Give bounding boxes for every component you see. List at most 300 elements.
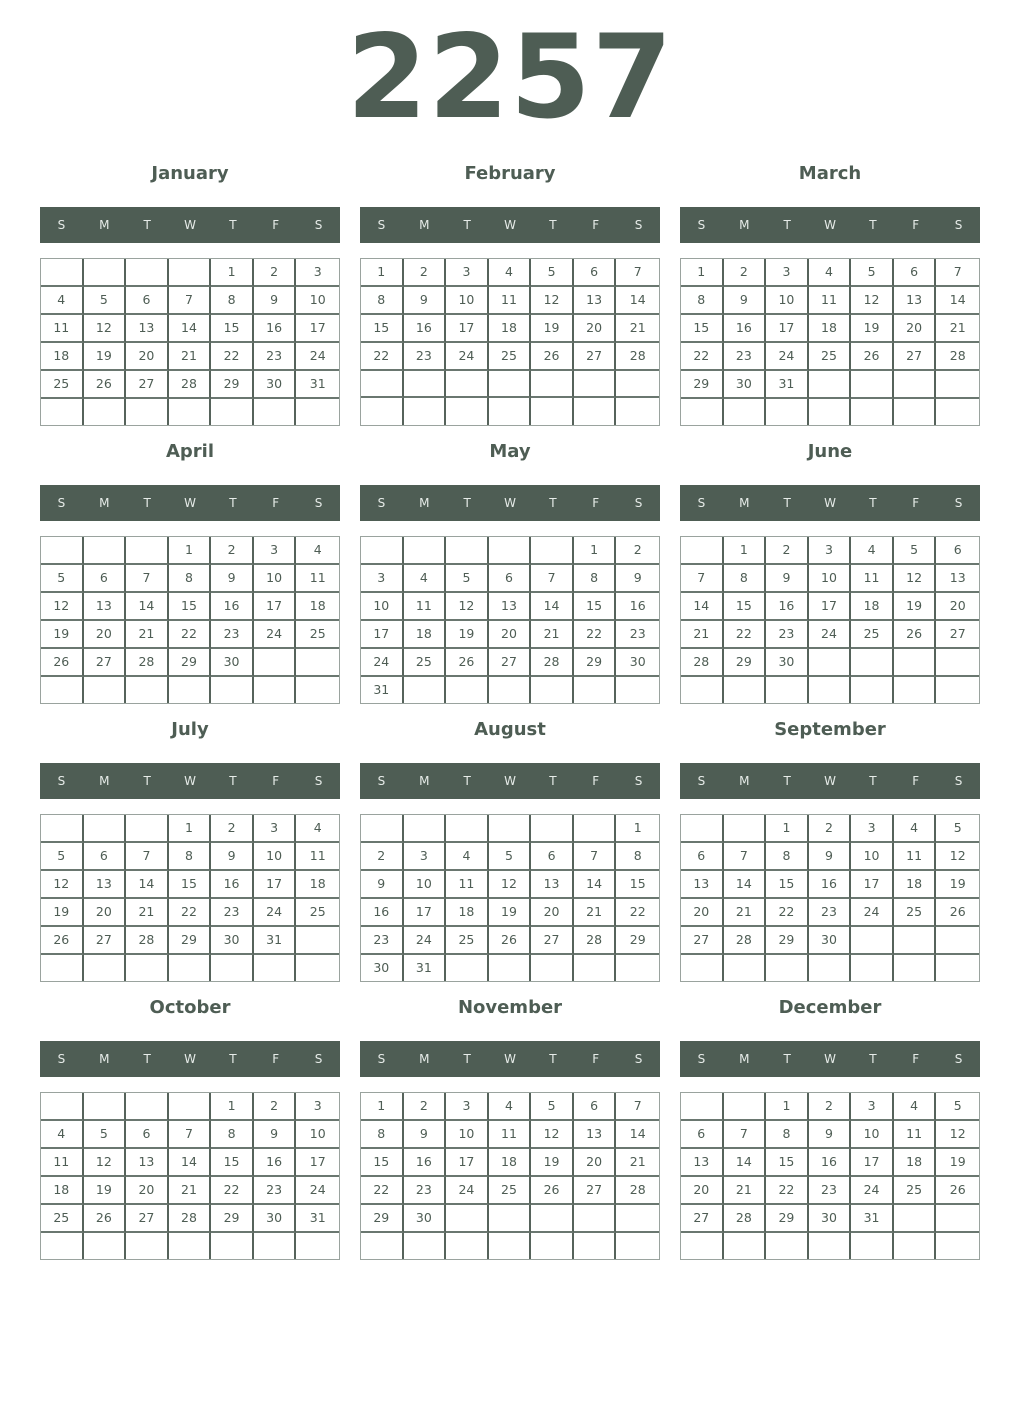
empty-cell [531,398,574,425]
empty-cell [446,955,489,981]
weekday-label: W [184,774,196,788]
weekday-header [680,207,980,243]
day-cell: 17 [296,315,339,343]
day-cell: 12 [41,871,84,899]
day-cell: 11 [404,593,447,621]
weekday-header [40,763,340,799]
day-cell: 13 [681,1149,724,1177]
empty-cell [724,815,767,843]
day-cell: 5 [531,259,574,287]
weekday-label: F [592,774,600,788]
weekday-label: T [549,218,557,232]
empty-cell [446,398,489,425]
day-cell: 8 [211,287,254,315]
weekday-header [680,763,980,799]
empty-cell [894,677,937,703]
month-title: January [151,163,229,184]
day-cell: 22 [169,899,212,927]
empty-cell [574,1233,617,1259]
day-cell: 13 [126,1149,169,1177]
day-cell: 10 [851,1121,894,1149]
day-cell: 11 [446,871,489,899]
empty-cell [296,649,339,677]
empty-cell [254,677,297,703]
day-cell: 18 [41,1177,84,1205]
day-cell: 5 [446,565,489,593]
day-cell: 6 [531,843,574,871]
empty-cell [41,259,84,287]
day-cell: 17 [446,1149,489,1177]
day-grid [360,258,660,426]
empty-cell [894,399,937,425]
empty-cell [126,815,169,843]
day-cell: 25 [41,371,84,399]
month-title: December [778,997,882,1018]
day-cell: 2 [211,815,254,843]
day-cell: 20 [84,621,127,649]
empty-cell [126,677,169,703]
month-title: May [489,441,531,462]
day-cell: 14 [681,593,724,621]
day-cell: 20 [126,1177,169,1205]
weekday-label: W [504,218,516,232]
day-cell: 27 [894,343,937,371]
day-cell: 25 [894,899,937,927]
day-cell: 8 [616,843,659,871]
weekday-label: T [549,496,557,510]
empty-cell [84,677,127,703]
empty-cell [574,677,617,703]
day-cell: 2 [404,1093,447,1121]
day-cell: 16 [616,593,659,621]
empty-cell [84,537,127,565]
day-cell: 3 [296,259,339,287]
day-grid [680,1092,980,1260]
empty-cell [169,955,212,981]
empty-cell [531,1205,574,1233]
empty-cell [404,815,447,843]
day-cell: 19 [41,621,84,649]
day-cell: 24 [296,343,339,371]
day-cell: 25 [296,899,339,927]
day-cell: 29 [169,649,212,677]
day-cell: 28 [169,1205,212,1233]
weekday-label: F [272,496,280,510]
day-cell: 3 [254,537,297,565]
weekday-label: T [143,218,151,232]
day-cell: 7 [681,565,724,593]
weekday-label: T [143,774,151,788]
day-cell: 30 [809,927,852,955]
day-cell: 23 [766,621,809,649]
day-cell: 5 [936,1093,979,1121]
day-cell: 19 [41,899,84,927]
day-cell: 1 [361,1093,404,1121]
empty-cell [681,537,724,565]
empty-cell [766,399,809,425]
day-cell: 29 [361,1205,404,1233]
day-cell: 27 [84,927,127,955]
day-cell: 28 [531,649,574,677]
weekday-label: M [739,774,750,788]
day-cell: 27 [574,1177,617,1205]
weekday-label: W [184,218,196,232]
day-cell: 17 [361,621,404,649]
day-cell: 25 [894,1177,937,1205]
weekday-header [40,485,340,521]
day-cell: 18 [41,343,84,371]
weekday-label: S [314,496,323,510]
day-cell: 6 [574,1093,617,1121]
weekday-label: W [184,496,196,510]
empty-cell [211,677,254,703]
empty-cell [936,1233,979,1259]
day-cell: 10 [296,1121,339,1149]
day-cell: 12 [531,287,574,315]
weekday-label: S [57,496,66,510]
day-cell: 19 [936,871,979,899]
day-cell: 20 [84,899,127,927]
weekday-header [40,207,340,243]
day-cell: 1 [211,259,254,287]
day-cell: 5 [894,537,937,565]
weekday-label: S [377,496,386,510]
day-cell: 16 [254,315,297,343]
day-cell: 3 [851,1093,894,1121]
day-cell: 29 [724,649,767,677]
weekday-label: T [229,496,237,510]
day-cell: 12 [936,843,979,871]
day-cell: 10 [809,565,852,593]
weekday-label: S [634,1052,643,1066]
day-cell: 19 [446,621,489,649]
empty-cell [296,927,339,955]
day-cell: 30 [809,1205,852,1233]
day-cell: 22 [574,621,617,649]
day-cell: 7 [724,1121,767,1149]
empty-cell [851,955,894,981]
weekday-label: S [377,218,386,232]
day-cell: 15 [211,315,254,343]
empty-cell [211,1233,254,1259]
weekday-label: F [912,1052,920,1066]
day-cell: 8 [169,843,212,871]
empty-cell [809,1233,852,1259]
day-cell: 23 [809,1177,852,1205]
day-cell: 13 [126,315,169,343]
day-cell: 1 [616,815,659,843]
day-cell: 20 [936,593,979,621]
day-cell: 25 [489,1177,532,1205]
day-cell: 21 [616,1149,659,1177]
day-cell: 30 [361,955,404,981]
empty-cell [531,815,574,843]
empty-cell [681,1233,724,1259]
day-cell: 22 [766,1177,809,1205]
empty-cell [681,1093,724,1121]
day-grid [40,814,340,982]
day-cell: 21 [574,899,617,927]
day-cell: 14 [574,871,617,899]
day-cell: 26 [851,343,894,371]
empty-cell [446,371,489,398]
weekday-label: S [377,1052,386,1066]
day-cell: 8 [574,565,617,593]
day-cell: 4 [404,565,447,593]
day-cell: 27 [126,371,169,399]
day-cell: 31 [296,1205,339,1233]
day-cell: 9 [211,843,254,871]
day-grid [680,814,980,982]
day-cell: 23 [404,343,447,371]
day-cell: 10 [851,843,894,871]
empty-cell [361,398,404,425]
day-cell: 8 [361,287,404,315]
day-cell: 6 [936,537,979,565]
weekday-header [40,1041,340,1077]
weekday-label: T [229,1052,237,1066]
day-cell: 30 [766,649,809,677]
day-cell: 6 [574,259,617,287]
day-cell: 9 [766,565,809,593]
day-cell: 9 [809,1121,852,1149]
day-cell: 19 [489,899,532,927]
weekday-label: M [739,218,750,232]
day-cell: 4 [296,815,339,843]
empty-cell [851,649,894,677]
day-cell: 2 [766,537,809,565]
weekday-label: M [419,1052,430,1066]
empty-cell [724,399,767,425]
day-cell: 15 [616,871,659,899]
day-cell: 29 [766,927,809,955]
weekday-label: T [869,496,877,510]
day-cell: 15 [169,871,212,899]
day-cell: 18 [404,621,447,649]
day-cell: 13 [894,287,937,315]
day-cell: 21 [681,621,724,649]
day-cell: 4 [489,1093,532,1121]
day-cell: 23 [404,1177,447,1205]
empty-cell [531,1233,574,1259]
day-cell: 1 [361,259,404,287]
weekday-label: S [954,1052,963,1066]
empty-cell [446,537,489,565]
day-cell: 25 [446,927,489,955]
day-cell: 18 [296,593,339,621]
day-cell: 18 [809,315,852,343]
day-cell: 23 [254,1177,297,1205]
day-cell: 20 [126,343,169,371]
day-cell: 29 [616,927,659,955]
empty-cell [574,815,617,843]
day-cell: 31 [254,927,297,955]
weekday-label: W [504,1052,516,1066]
day-cell: 26 [936,1177,979,1205]
empty-cell [894,955,937,981]
empty-cell [404,371,447,398]
day-cell: 13 [84,593,127,621]
day-cell: 6 [489,565,532,593]
day-cell: 21 [724,1177,767,1205]
day-cell: 21 [169,343,212,371]
weekday-label: F [912,774,920,788]
day-cell: 20 [894,315,937,343]
day-cell: 24 [361,649,404,677]
day-cell: 23 [211,899,254,927]
day-cell: 14 [126,593,169,621]
empty-cell [169,1093,212,1121]
month-title: July [171,719,209,740]
day-cell: 9 [616,565,659,593]
weekday-label: T [143,496,151,510]
day-cell: 9 [254,287,297,315]
day-cell: 28 [126,649,169,677]
empty-cell [681,399,724,425]
empty-cell [489,398,532,425]
day-cell: 2 [254,1093,297,1121]
empty-cell [84,259,127,287]
empty-cell [616,677,659,703]
day-cell: 14 [616,1121,659,1149]
empty-cell [724,1233,767,1259]
weekday-label: S [57,774,66,788]
day-cell: 12 [446,593,489,621]
day-cell: 16 [211,871,254,899]
day-cell: 9 [724,287,767,315]
day-cell: 23 [809,899,852,927]
day-cell: 14 [169,1149,212,1177]
day-cell: 26 [84,1205,127,1233]
weekday-label: W [184,1052,196,1066]
day-cell: 31 [296,371,339,399]
day-grid [40,1092,340,1260]
day-cell: 25 [296,621,339,649]
day-cell: 11 [489,1121,532,1149]
day-cell: 15 [361,315,404,343]
day-cell: 20 [574,1149,617,1177]
day-cell: 9 [404,287,447,315]
day-cell: 14 [126,871,169,899]
weekday-label: T [143,1052,151,1066]
day-cell: 7 [936,259,979,287]
day-cell: 22 [616,899,659,927]
weekday-label: T [463,1052,471,1066]
day-cell: 14 [724,1149,767,1177]
day-cell: 5 [84,287,127,315]
empty-cell [531,677,574,703]
weekday-label: S [954,496,963,510]
day-grid [680,258,980,426]
empty-cell [126,399,169,425]
day-grid [360,536,660,704]
empty-cell [809,649,852,677]
empty-cell [574,371,617,398]
empty-cell [126,955,169,981]
empty-cell [126,1233,169,1259]
weekday-label: M [739,1052,750,1066]
month-title: November [457,997,563,1018]
empty-cell [446,1233,489,1259]
empty-cell [616,371,659,398]
day-cell: 6 [681,1121,724,1149]
weekday-label: F [592,496,600,510]
day-cell: 10 [254,565,297,593]
weekday-label: T [229,774,237,788]
day-cell: 13 [574,1121,617,1149]
day-cell: 16 [361,899,404,927]
empty-cell [254,955,297,981]
day-cell: 8 [169,565,212,593]
day-cell: 1 [574,537,617,565]
day-cell: 2 [809,815,852,843]
day-cell: 6 [126,1121,169,1149]
day-cell: 15 [169,593,212,621]
weekday-label: S [314,774,323,788]
day-cell: 3 [446,1093,489,1121]
empty-cell [126,537,169,565]
day-cell: 12 [531,1121,574,1149]
empty-cell [809,399,852,425]
day-cell: 5 [84,1121,127,1149]
empty-cell [404,398,447,425]
day-cell: 12 [84,1149,127,1177]
day-cell: 21 [936,315,979,343]
empty-cell [724,955,767,981]
day-cell: 28 [724,1205,767,1233]
empty-cell [361,815,404,843]
empty-cell [41,1093,84,1121]
day-cell: 1 [681,259,724,287]
day-cell: 10 [446,1121,489,1149]
day-cell: 7 [531,565,574,593]
day-cell: 2 [254,259,297,287]
day-cell: 8 [766,1121,809,1149]
day-cell: 27 [681,927,724,955]
day-cell: 19 [531,315,574,343]
day-grid [40,536,340,704]
day-cell: 27 [84,649,127,677]
empty-cell [489,677,532,703]
day-cell: 26 [41,649,84,677]
weekday-label: F [912,218,920,232]
day-cell: 9 [404,1121,447,1149]
month-title: February [464,163,556,184]
day-cell: 19 [531,1149,574,1177]
empty-cell [681,955,724,981]
day-cell: 19 [894,593,937,621]
weekday-label: S [954,218,963,232]
day-cell: 1 [211,1093,254,1121]
day-cell: 3 [809,537,852,565]
empty-cell [41,399,84,425]
weekday-label: T [549,1052,557,1066]
day-cell: 24 [254,621,297,649]
weekday-header [360,1041,660,1077]
day-cell: 9 [809,843,852,871]
day-cell: 25 [404,649,447,677]
month-title: September [774,719,886,740]
empty-cell [296,677,339,703]
month-title: June [807,441,853,462]
day-cell: 19 [936,1149,979,1177]
empty-cell [851,399,894,425]
day-cell: 29 [211,371,254,399]
day-cell: 12 [894,565,937,593]
day-cell: 24 [809,621,852,649]
empty-cell [126,259,169,287]
empty-cell [169,1233,212,1259]
